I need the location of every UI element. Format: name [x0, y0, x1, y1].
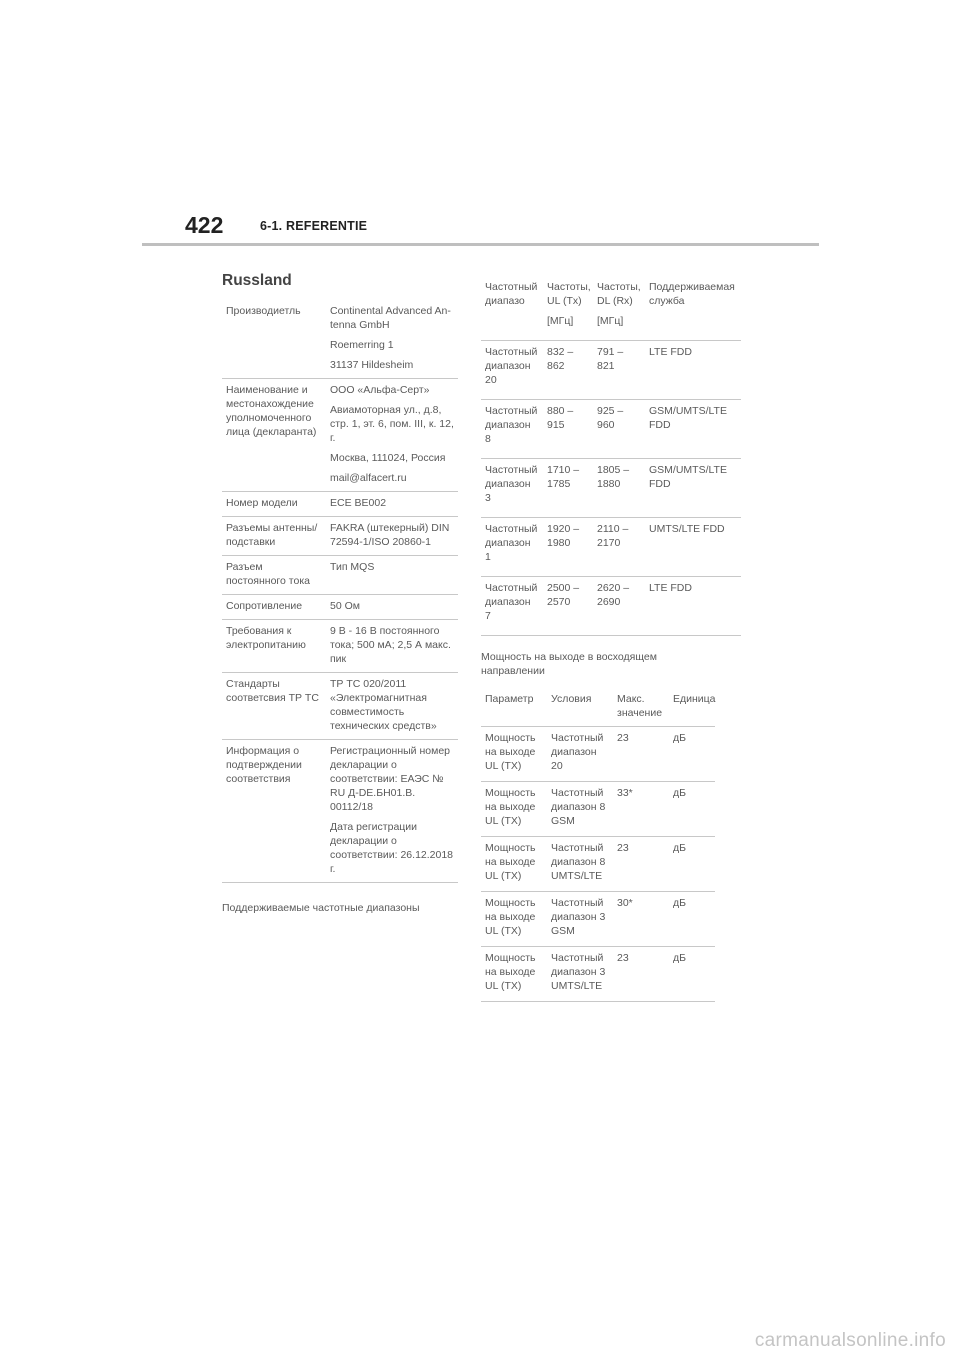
band-row [481, 459, 741, 518]
power-cell: Частотный диапазон 8 UMTS/LTE [547, 837, 613, 892]
spec-value [326, 492, 458, 517]
band-header-line: Частоты, UL (Tx) [547, 281, 591, 307]
spec-row [222, 379, 458, 492]
page-number: 422 [185, 212, 224, 238]
spec-row [222, 673, 458, 740]
band-header-line: [МГц] [547, 315, 574, 327]
power-row [481, 837, 715, 892]
band-cell: 880 – 915 [543, 400, 593, 459]
band-cell: 925 – 960 [593, 400, 645, 459]
power-cell: Мощность на выходе UL (TX) [481, 782, 547, 837]
power-cell: 30* [613, 892, 669, 947]
power-cell: дБ [669, 837, 715, 892]
band-cell: 2500 – 2570 [543, 577, 593, 636]
power-cell: Частотный диапазон 20 [547, 727, 613, 782]
band-row [481, 518, 741, 577]
power-cell: Мощность на выходе UL (TX) [481, 947, 547, 1002]
band-cell: GSM/UMTS/LTE FDD [645, 459, 741, 518]
band-cell: 2620 – 2690 [593, 577, 645, 636]
band-cell: 1920 – 1980 [543, 518, 593, 577]
spec-row [222, 492, 458, 517]
power-table-body [481, 727, 715, 1002]
band-table-body [481, 341, 741, 636]
band-cell: 791 – 821 [593, 341, 645, 400]
band-cell: 1710 – 1785 [543, 459, 593, 518]
power-table-header [481, 688, 715, 727]
band-cell: 832 – 862 [543, 341, 593, 400]
spec-value-line: mail@alfacert.ru [330, 472, 407, 484]
band-cell: LTE FDD [645, 341, 741, 400]
spec-key: Информация о подтверждении соответствия [222, 740, 326, 883]
spec-value-line: ТР ТС 020/2011 «Электромагнитная совместимость технических средств» [330, 678, 437, 732]
band-table-header [481, 276, 741, 341]
spec-value-line: Москва, 111024, Россия [330, 452, 446, 464]
spec-value-line: 50 Ом [330, 600, 360, 612]
band-header-cell [645, 276, 741, 341]
power-cell: 23 [613, 837, 669, 892]
spec-value [326, 740, 458, 883]
band-cell: LTE FDD [645, 577, 741, 636]
band-header-cell [543, 276, 593, 341]
band-cell: Частотный диапазон 8 [481, 400, 543, 459]
power-caption: Мощность на выходе в восходящем направлении [481, 651, 657, 677]
band-header-line: Поддерживаемая служба [649, 281, 735, 307]
power-cell: 23 [613, 947, 669, 1002]
band-cell: Частотный диапазон 1 [481, 518, 543, 577]
spec-row [222, 556, 458, 595]
spec-row [222, 620, 458, 673]
spec-value [326, 517, 458, 556]
band-header-line: [МГц] [597, 315, 624, 327]
power-cell: дБ [669, 727, 715, 782]
frequency-band-table [481, 276, 741, 636]
spec-key: Требования к электропитанию [222, 620, 326, 673]
power-cell: Мощность на выходе UL (TX) [481, 727, 547, 782]
power-header-cell: Условия [547, 688, 613, 727]
band-cell: Частотный диапазон 7 [481, 577, 543, 636]
band-row [481, 341, 741, 400]
power-cell: Частотный диапазон 3 GSM [547, 892, 613, 947]
output-power-table [481, 688, 715, 1002]
spec-row [222, 740, 458, 883]
country-heading: Russland [222, 272, 292, 289]
power-header-cell: Параметр [481, 688, 547, 727]
spec-value-line: Регистрационный номер декларации о соответствии: ЕАЭС № RU Д-DE.БН01.В. 00112/18 [330, 745, 450, 813]
spec-key: Производиетль [222, 300, 326, 379]
band-row [481, 577, 741, 636]
power-row [481, 947, 715, 1002]
band-header-cell [481, 276, 543, 341]
band-cell: GSM/UMTS/LTE FDD [645, 400, 741, 459]
spec-value-line: Тип MQS [330, 561, 375, 573]
spec-value-line: Авиамоторная ул., д.8, стр. 1, эт. 6, пом. III, к. 12, г. [330, 404, 454, 444]
power-cell: 23 [613, 727, 669, 782]
spec-value-line: ECE BE002 [330, 497, 387, 509]
band-row [481, 400, 741, 459]
spec-value-line: FAKRA (штекерный) DIN 72594-1/ISO 20860-1 [330, 522, 450, 548]
watermark: carmanualsonline.info [754, 1330, 946, 1351]
power-cell: Частотный диапазон 8 GSM [547, 782, 613, 837]
power-cell: Частотный диапазон 3 UMTS/LTE [547, 947, 613, 1002]
band-header-line: Частотный диапазо [485, 281, 538, 307]
spec-value [326, 556, 458, 595]
spec-value-line: 9 В - 16 В постоянного тока; 500 мА; 2,5 А макс. пик [330, 625, 451, 665]
header-rule [142, 243, 819, 246]
spec-key: Наименование и местонахождение уполномоченного лица (декларанта) [222, 379, 326, 492]
power-cell: Мощность на выходе UL (TX) [481, 837, 547, 892]
spec-table [222, 300, 458, 883]
left-column [222, 272, 458, 915]
spec-row [222, 517, 458, 556]
spec-value-line: Roemerring 1 [330, 339, 394, 351]
band-cell: 1805 – 1880 [593, 459, 645, 518]
power-cell: дБ [669, 782, 715, 837]
spec-value-line: 31137 Hildesheim [330, 359, 414, 371]
power-cell: дБ [669, 947, 715, 1002]
band-cell: Частотный диапазон 20 [481, 341, 543, 400]
right-column [481, 276, 741, 1002]
band-cell: Частотный диапазон 3 [481, 459, 543, 518]
spec-value [326, 300, 458, 379]
power-row [481, 727, 715, 782]
spec-table-body [222, 300, 458, 883]
bands-caption: Поддерживаемые частотные диапазоны [222, 902, 420, 914]
section-title: 6-1. REFERENTIE [260, 219, 368, 233]
spec-key: Номер модели [222, 492, 326, 517]
band-cell: UMTS/LTE FDD [645, 518, 741, 577]
spec-key: Разъемы антенны/ подставки [222, 517, 326, 556]
power-cell: дБ [669, 892, 715, 947]
spec-value [326, 595, 458, 620]
power-header-cell: Макс. значение [613, 688, 669, 727]
spec-value-line: Continental Advanced An-tenna GmbH [330, 305, 451, 331]
band-header-cell [593, 276, 645, 341]
spec-value [326, 620, 458, 673]
power-cell: Мощность на выходе UL (TX) [481, 892, 547, 947]
spec-value-line: ООО «Альфа-Серт» [330, 384, 430, 396]
spec-key: Сопротивление [222, 595, 326, 620]
power-row [481, 892, 715, 947]
band-header-line: Частоты, DL (Rx) [597, 281, 641, 307]
spec-value [326, 379, 458, 492]
spec-value [326, 673, 458, 740]
power-row [481, 782, 715, 837]
spec-key: Стандарты соответсвия ТР ТС [222, 673, 326, 740]
spec-row [222, 300, 458, 379]
spec-key: Разъем постоянного тока [222, 556, 326, 595]
power-header-cell: Единица [669, 688, 715, 727]
band-cell: 2110 – 2170 [593, 518, 645, 577]
power-cell: 33* [613, 782, 669, 837]
spec-value-line: Дата регистрации декларации о соответствии: 26.12.2018 г. [330, 821, 454, 875]
spec-row [222, 595, 458, 620]
